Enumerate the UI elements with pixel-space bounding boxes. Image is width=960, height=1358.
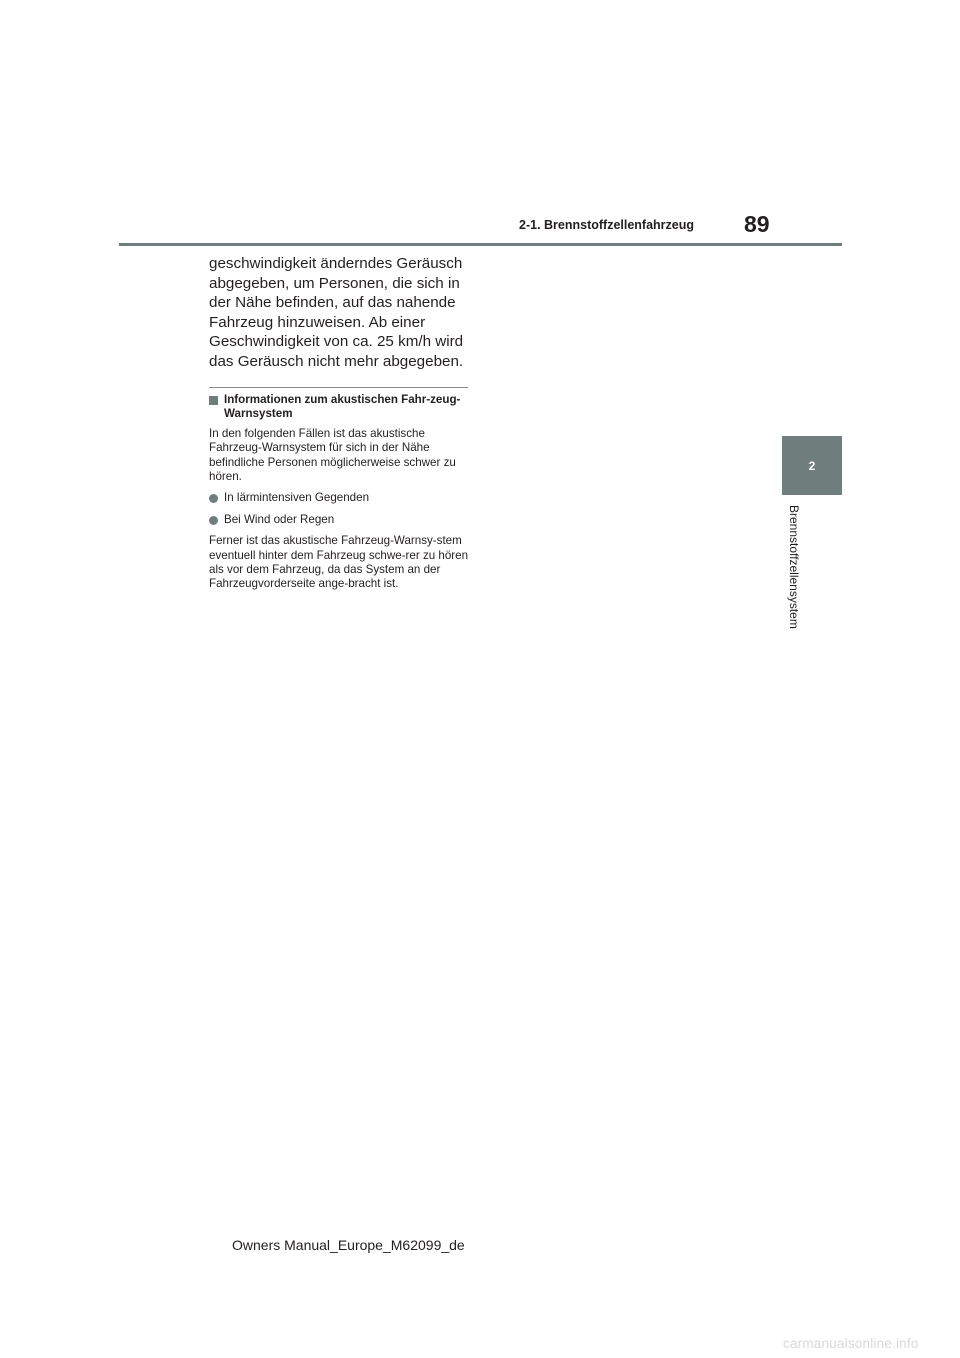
square-bullet-icon <box>209 396 218 405</box>
info-heading-text: Informationen zum akustischen Fahr-zeug-Warnsystem <box>224 393 461 421</box>
circle-bullet-icon <box>209 494 218 503</box>
list-item <box>209 491 471 505</box>
list-item <box>209 513 471 527</box>
chapter-number: 2 <box>808 458 816 473</box>
page-number: 89 <box>744 211 770 237</box>
section-title: 2-1. Brennstoffzellenfahrzeug <box>519 218 695 232</box>
info-intro: In den folgenden Fällen ist das akustische Fahrzeug-Warnsystem für sich in der Nähe befindliche Personen möglicherweise schwer zu hören. <box>209 426 456 484</box>
chapter-label: Brennstoffzellensystem <box>787 505 801 629</box>
footer-text: Owners Manual_Europe_M62099_de <box>232 1237 465 1253</box>
main-text <box>209 254 479 372</box>
info-heading <box>209 393 471 422</box>
circle-bullet-icon <box>209 516 218 525</box>
list-item-text: In lärmintensiven Gegenden <box>224 491 370 505</box>
section-divider <box>209 387 468 388</box>
header-divider <box>119 243 842 246</box>
chapter-tab[interactable] <box>782 436 842 495</box>
body-paragraph: geschwindigkeit änderndes Geräusch abgegeben, um Personen, die sich in der Nähe befinden, auf das nahende Fahrzeug hinzuweisen. Ab einer Geschwindigkeit von ca. 25 km/h wird das Geräusch nicht mehr abgegeben. <box>209 255 464 370</box>
watermark: carmanualsonline.info <box>783 1336 919 1351</box>
info-outro: Ferner ist das akustische Fahrzeug-Warnsy-stem eventuell hinter dem Fahrzeug schwe-rer zu hören als vor dem Fahrzeug, da das System an der Fahrzeugvorderseite ange-bracht ist. <box>209 534 469 591</box>
list-item-text: Bei Wind oder Regen <box>224 512 335 526</box>
info-section <box>209 393 471 599</box>
